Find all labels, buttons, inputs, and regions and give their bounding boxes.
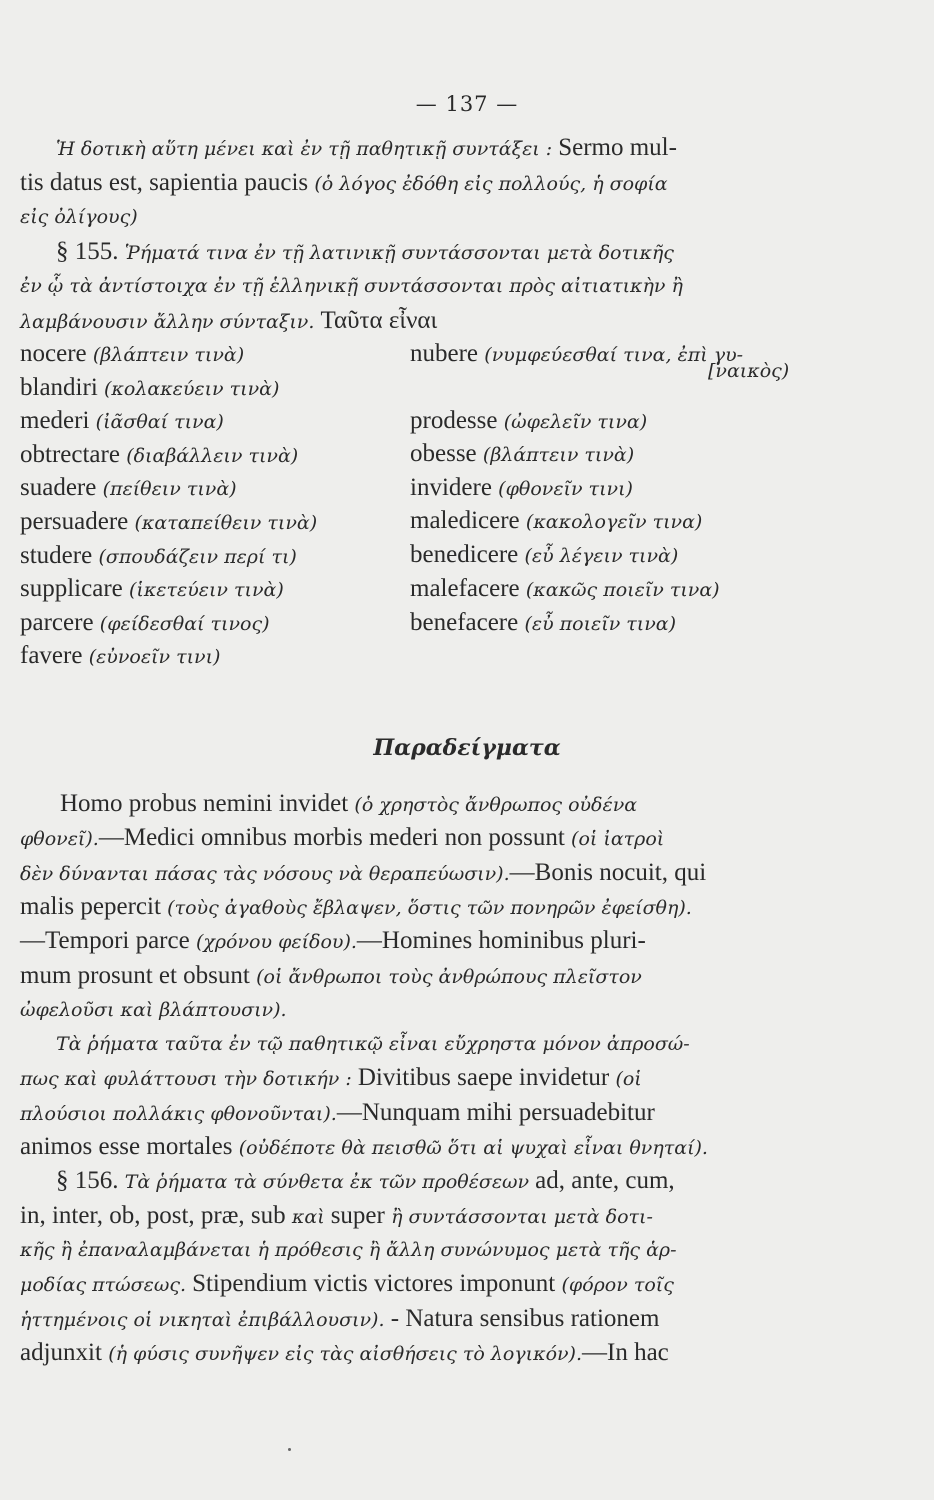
examples-text: μοδίας πτώσεως. <box>20 1274 193 1297</box>
verb-latin: invidere <box>410 474 499 501</box>
examples-text: Divitibus saepe invidetur <box>357 1064 616 1092</box>
examples-text: ἢ συντάσσονται μετὰ δοτι- <box>391 1205 653 1228</box>
intro-text: Ῥήματά τινα ἐν τῇ λατινικῇ συντάσσονται μετὰ δοτικῆς <box>124 241 674 264</box>
examples-text: super <box>330 1201 392 1229</box>
examples-text: πως καὶ φυλάττουσι τὴν δοτικήν : <box>20 1068 358 1091</box>
verb-entry-left <box>20 441 298 470</box>
verb-greek: (βλάπτειν τινὰ) <box>482 444 635 466</box>
verb-entry-left <box>20 575 284 604</box>
verb-entry-right <box>410 440 634 469</box>
examples-line <box>20 1099 655 1128</box>
verb-latin: favere <box>20 642 89 670</box>
verb-latin: malefacere <box>410 575 526 602</box>
examples-text: —Bonis nocuit, qui <box>509 858 707 886</box>
examples-text: (ἡ φύσις συνῆψεν εἰς τὰς αἰσθήσεις τὸ λογικόν). <box>108 1342 583 1365</box>
verb-latin: supplicare <box>20 575 129 603</box>
examples-line <box>20 1133 708 1162</box>
verb-entry-right <box>410 474 633 503</box>
intro-line <box>20 307 437 336</box>
verb-entry-right <box>410 407 647 436</box>
verb-greek: (φείδεσθαί τινος) <box>99 612 270 635</box>
examples-text: Stipendium victis victores imponunt <box>192 1270 562 1298</box>
examples-line <box>20 893 692 922</box>
verb-latin: benefacere <box>410 609 525 636</box>
examples-line <box>20 1202 653 1231</box>
verb-entry-right <box>410 541 678 570</box>
examples-text: —Nunquam mihi persuadebitur <box>336 1098 655 1126</box>
examples-text: πλούσιοι πολλάκις φθονοῦνται). <box>20 1102 337 1125</box>
verb-entry-right <box>410 507 702 536</box>
examples-text: Τὰ ῥήματα τὰ σύνθετα ἐκ τῶν προθέσεων <box>124 1171 536 1194</box>
examples-text: (τοὺς ἀγαθοὺς ἔβλαψεν, ὅστις τῶν πονηρῶν ἐφείσθη). <box>167 896 692 919</box>
verb-latin: blandiri <box>20 373 105 401</box>
examples-line <box>60 790 637 819</box>
section-heading: Παραδείγματα <box>373 735 561 761</box>
examples-text: καὶ <box>291 1205 331 1228</box>
examples-text: - Natura sensibus rationem <box>384 1304 660 1332</box>
examples-text: ἡττημένοις οἱ νικηταὶ ἐπιβάλλουσιν). <box>20 1308 385 1331</box>
verb-entry-left <box>20 407 224 436</box>
examples-text: ὠφελοῦσι καὶ βλάπτουσιν). <box>20 998 287 1021</box>
verb-greek: (ἰᾶσθαί τινα) <box>95 411 224 434</box>
verb-latin: studere <box>20 541 99 569</box>
verb-greek: (σπουδάζειν περί τι) <box>98 545 297 568</box>
verb-greek: (εὐνοεῖν τινι) <box>88 646 221 669</box>
examples-line <box>56 1030 690 1058</box>
examples-text: ad, ante, cum, <box>535 1167 675 1195</box>
verb-greek: (βλάπτειν τινὰ) <box>92 344 245 366</box>
verb-entry-left <box>20 508 317 537</box>
verb-greek: (πείθειν τινὰ) <box>102 478 237 501</box>
verb-latin: persuadere <box>20 508 135 535</box>
examples-line <box>20 859 706 888</box>
examples-text: —Tempori parce <box>20 927 196 955</box>
verb-greek: (εὖ ποιεῖν τινα) <box>524 613 677 635</box>
examples-line <box>20 1305 659 1334</box>
examples-text: φθονεῖ). <box>20 828 99 851</box>
verb-latin: obtrectare <box>20 440 127 468</box>
verb-entry-right <box>410 340 743 369</box>
examples-text: δὲν δύνανται πάσας τὰς νόσους νὰ θεραπεύωσιν). <box>20 862 510 885</box>
examples-text: —Homines hominibus pluri- <box>356 927 646 955</box>
verb-greek: (φθονεῖν τινι) <box>498 478 633 500</box>
intro-text: Sermo mul- <box>558 134 677 161</box>
verb-entry-left <box>20 340 244 369</box>
examples-text: (οἱ ἄνθρωποι τοὺς ἀνθρώπους πλεῖστον <box>256 965 642 988</box>
intro-text: Ταῦτα εἶναι <box>320 306 438 334</box>
verb-entry-left <box>20 642 220 671</box>
verb-entry-left <box>20 609 270 638</box>
examples-text: (ὁ χρηστὸς ἄνθρωπος οὐδένα <box>354 794 638 816</box>
verb-greek: (κολακεύειν τινὰ) <box>104 377 280 400</box>
verb-latin: obesse <box>410 440 483 467</box>
intro-line <box>56 134 677 163</box>
verb-greek: (κακῶς ποιεῖν τινα) <box>525 579 720 601</box>
verb-latin: mederi <box>20 407 96 435</box>
intro-text: Ἡ δοτικὴ αὕτη μένει καὶ ἐν τῇ παθητικῇ συντάξει : <box>56 138 559 160</box>
verb-latin: suadere <box>20 474 103 502</box>
examples-text: (οὐδέποτε θὰ πεισθῶ ὅτι αἱ ψυχαὶ εἶναι θνηταί). <box>238 1137 708 1159</box>
verb-latin: benedicere <box>410 541 525 568</box>
verb-latin: nocere <box>20 340 93 367</box>
intro-text: ἐν ᾧ τὰ ἀντίστοιχα ἐν τῇ ἑλληνικῇ συντάσσονται πρὸς αἰτιατικὴν ἢ <box>20 275 683 297</box>
examples-text: —In hac <box>582 1338 669 1366</box>
verb-entry-left <box>20 374 279 403</box>
page-number: — 137 — <box>415 92 519 116</box>
verb-greek: (ὠφελεῖν τινα) <box>503 411 648 433</box>
examples-line <box>20 1339 669 1368</box>
scan-speck <box>288 1448 291 1451</box>
intro-text: tis datus est, sapientia paucis <box>20 168 315 196</box>
examples-line <box>20 1236 677 1264</box>
intro-line <box>20 169 668 198</box>
verb-entry-right <box>410 575 720 604</box>
examples-text: adjunxit <box>20 1338 109 1366</box>
examples-line <box>20 1270 674 1299</box>
verb-greek-continuation: [ναικὸς) <box>708 360 790 382</box>
examples-text: (χρόνου φείδου). <box>195 931 357 954</box>
examples-line <box>56 1167 675 1196</box>
verb-latin: parcere <box>20 608 100 636</box>
intro-text: (ὁ λόγος ἐδόθη εἰς πολλούς, ἡ σοφία <box>314 172 668 195</box>
examples-text: κῆς ἢ ἐπαναλαμβάνεται ἡ πρόθεσις ἢ ἄλλη συνώνυμος μετὰ τῆς ἁρ- <box>20 1238 677 1261</box>
verb-latin: nubere <box>410 340 485 367</box>
verb-entry-right <box>410 609 676 638</box>
verb-entry-left <box>20 474 237 503</box>
examples-text: § 156. <box>56 1167 125 1195</box>
verb-latin: prodesse <box>410 407 504 434</box>
verb-greek: (διαβάλλειν τινὰ) <box>126 444 299 467</box>
examples-text: (οἱ <box>615 1068 642 1091</box>
verb-greek: (κακολογεῖν τινα) <box>525 511 703 533</box>
examples-text: Homo probus nemini invidet <box>60 790 355 817</box>
examples-line <box>20 1064 642 1093</box>
intro-line <box>20 272 683 300</box>
examples-line <box>20 962 642 991</box>
verb-greek: (νυμφεύεσθαί τινα, ἐπὶ γυ- <box>484 344 744 366</box>
examples-text: (οἱ ἰατροὶ <box>571 828 665 851</box>
examples-text: —Medici omnibus morbis mederi non possunt <box>98 824 572 852</box>
verb-greek: (καταπείθειν τινὰ) <box>134 512 318 534</box>
verb-greek: (ἱκετεύειν τινὰ) <box>128 579 284 602</box>
examples-line <box>20 927 646 956</box>
verb-latin: maledicere <box>410 507 526 534</box>
intro-line <box>56 238 674 267</box>
examples-line <box>20 824 664 853</box>
examples-text: malis pepercit <box>20 892 168 920</box>
verb-entry-left <box>20 542 297 571</box>
intro-text: § 155. <box>56 237 125 265</box>
intro-text: λαμβάνουσιν ἄλλην σύνταξιν. <box>20 310 321 333</box>
examples-text: in, inter, ob, post, præ, sub <box>20 1201 292 1229</box>
examples-text: Τὰ ῥήματα ταῦτα ἐν τῷ παθητικῷ εἶναι εὔχρηστα μόνον ἀπροσώ- <box>56 1033 690 1056</box>
examples-line <box>20 996 287 1024</box>
intro-line <box>20 203 138 231</box>
intro-text: εἰς ὀλίγους) <box>20 206 138 228</box>
examples-text: mum prosunt et obsunt <box>20 961 257 989</box>
verb-greek: (εὖ λέγειν τινὰ) <box>524 545 679 567</box>
examples-text: (φόρον τοῖς <box>561 1274 674 1297</box>
examples-text: animos esse mortales <box>20 1133 239 1160</box>
